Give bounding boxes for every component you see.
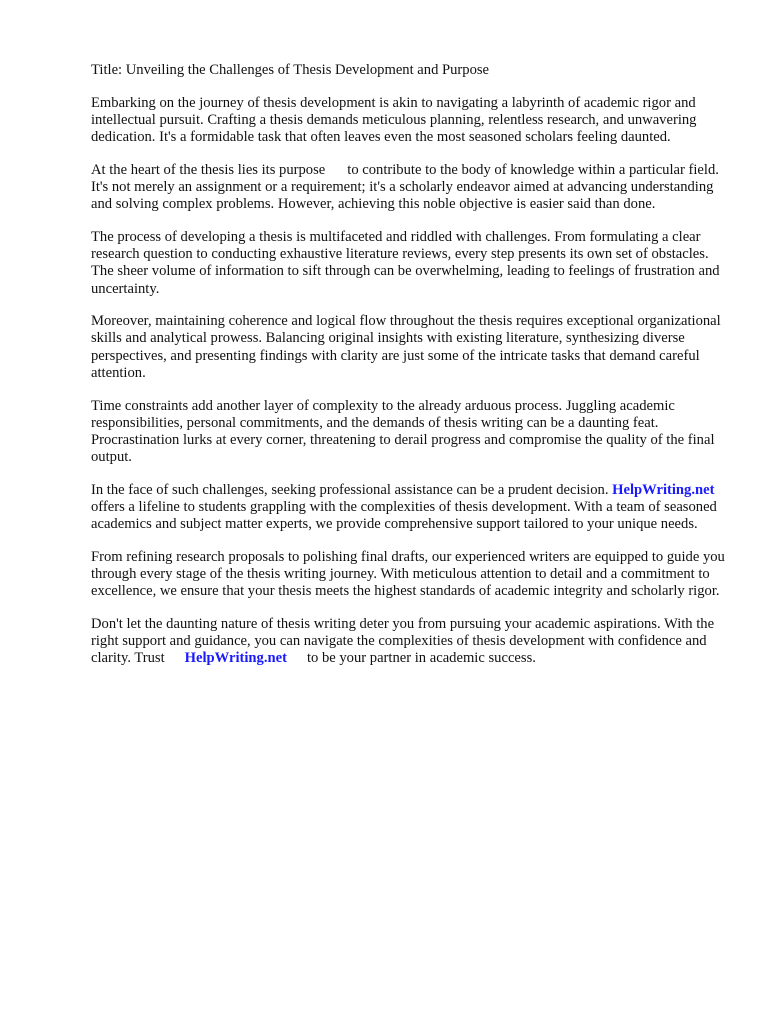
paragraph-2-start: At the heart of the thesis lies its purpose xyxy=(91,161,326,178)
document-title: Title: Unveiling the Challenges of Thesis Development and Purpose xyxy=(91,62,490,78)
paragraph-4: Moreover, maintaining coherence and logical flow throughout the thesis requires exceptional organizational skills and analytical prowess. Balancing original insights with existing literature, synthesizing diverse perspectives, and presenting findings with clarity are just some of the intricate tasks that demand careful attention. xyxy=(91,313,721,381)
helpwriting-link[interactable]: HelpWriting.net xyxy=(612,481,715,498)
document-page xyxy=(91,62,731,683)
paragraph-8-end: to be your partner in academic success. xyxy=(306,650,536,667)
paragraph-7: From refining research proposals to polishing final drafts, our experienced writers are equipped to guide you through every stage of the thesis writing journey. With meticulous attention to detail and a commitment to excellence, we ensure that your thesis meets the highest standards of academic integrity and scholarly rigor. xyxy=(91,548,725,600)
paragraph-6-start: In the face of such challenges, seeking professional assistance can be a prudent decision. xyxy=(91,481,609,498)
paragraph-2-end: to contribute to the body of knowledge within a particular field. It's not merely an assignment or a requirement; it's a scholarly endeavor aimed at advancing understanding and solving complex problems. However, achieving this noble objective is easier said than done. xyxy=(91,161,719,213)
paragraph-8-start: Don't let the daunting nature of thesis writing deter you from pursuing your academic aspirations. With the right support and guidance, you can navigate the complexities of thesis development with confidence and clarity. Trust xyxy=(91,616,715,667)
paragraph-6 xyxy=(91,482,731,534)
paragraph-6-end: offers a lifeline to students grappling with the complexities of thesis development. With a team of seasoned academics and subject matter experts, we provide comprehensive support tailored to your unique needs. xyxy=(91,499,717,533)
paragraph-5: Time constraints add another layer of complexity to the already arduous process. Juggling academic responsibilities, personal commitments, and the demands of thesis writing can be a daunting feat. Procrastination lurks at every corner, threatening to derail progress and compromise the quality of the final output. xyxy=(91,397,715,466)
helpwriting-link-2[interactable]: HelpWriting.net xyxy=(184,650,287,667)
paragraph-2 xyxy=(91,162,731,214)
paragraph-8 xyxy=(91,616,731,668)
paragraph-1: Embarking on the journey of thesis development is akin to navigating a labyrinth of academic rigor and intellectual pursuit. Crafting a thesis demands meticulous planning, relentless research, and unwavering dedication. It's a formidable task that often leaves even the most seasoned scholars feeling daunted. xyxy=(91,94,697,146)
paragraph-3: The process of developing a thesis is multifaceted and riddled with challenges. From formulating a clear research question to conducting exhaustive literature reviews, every step presents its own set of obstacles. The sheer volume of information to sift through can be overwhelming, leading to feelings of frustration and uncertainty. xyxy=(91,228,720,297)
